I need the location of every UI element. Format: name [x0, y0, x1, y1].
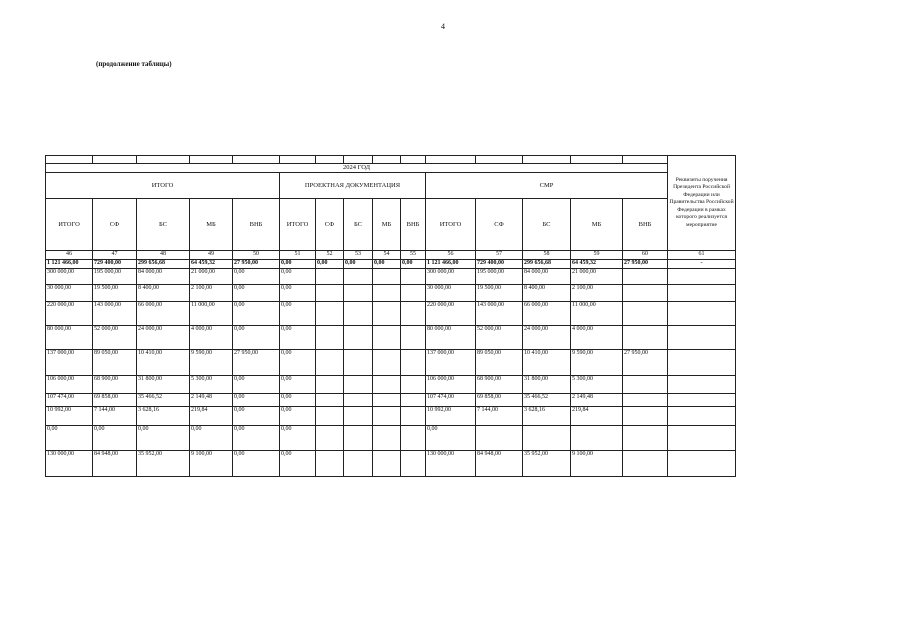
page-number: 4 [441, 22, 445, 31]
table-cell [401, 326, 426, 350]
table-cell [623, 451, 668, 477]
table-cell [401, 407, 426, 426]
table-cell: 0,00 [233, 376, 280, 394]
table-cell [344, 451, 373, 477]
table-cell [401, 302, 426, 326]
table-cell: 30 000,00 [426, 285, 476, 302]
table-cell: 84 948,00 [476, 451, 523, 477]
table-cell: 195 000,00 [476, 269, 523, 285]
table-cell [623, 407, 668, 426]
table-cell: 0,00 [280, 407, 316, 426]
table-cell [401, 376, 426, 394]
table-cell: 0,00 [137, 426, 190, 451]
column-header-row [46, 199, 736, 251]
table-cell: 31 800,00 [523, 376, 571, 394]
table-cell: 220 000,00 [46, 302, 93, 326]
table-cell [623, 269, 668, 285]
table-cell [668, 376, 736, 394]
table-cell: 84 000,00 [137, 269, 190, 285]
table-cell [373, 394, 401, 407]
table-cell: 0,00 [46, 426, 93, 451]
table-cell: 106 000,00 [46, 376, 93, 394]
table-cell: 300 000,00 [426, 269, 476, 285]
table-cell: - [668, 260, 736, 269]
table-row [46, 394, 736, 407]
table-cell [668, 407, 736, 426]
table-cell [523, 426, 571, 451]
column-header: ВНБ [401, 199, 426, 251]
table-cell: 84 000,00 [523, 269, 571, 285]
table-cell: 5 300,00 [571, 376, 623, 394]
column-header: МБ [571, 199, 623, 251]
table-cell [373, 376, 401, 394]
table-cell: 729 400,00 [93, 260, 137, 269]
column-number: 53 [344, 251, 373, 260]
table-cell: 0,00 [280, 376, 316, 394]
table-cell: 7 144,00 [93, 407, 137, 426]
table-cell: 0,00 [344, 260, 373, 269]
column-number: 55 [401, 251, 426, 260]
table-row [46, 426, 736, 451]
column-header: МБ [190, 199, 233, 251]
table-cell: 0,00 [280, 285, 316, 302]
table-cell [401, 350, 426, 376]
table-cell: 69 858,00 [93, 394, 137, 407]
column-header: МБ [373, 199, 401, 251]
table-row [46, 451, 736, 477]
table-cell: 0,00 [316, 260, 344, 269]
column-header: ВНБ [233, 199, 280, 251]
table-cell: 0,00 [280, 260, 316, 269]
table-cell [373, 451, 401, 477]
table-cell [316, 326, 344, 350]
column-number: 61 [668, 251, 736, 260]
table-row [46, 302, 736, 326]
table-cell [668, 394, 736, 407]
table-cell: 89 050,00 [93, 350, 137, 376]
table-cell: 107 474,00 [46, 394, 93, 407]
column-header: БС [137, 199, 190, 251]
column-header: СФ [316, 199, 344, 251]
table-cell [401, 426, 426, 451]
table-cell [571, 426, 623, 451]
column-number: 54 [373, 251, 401, 260]
column-number: 57 [476, 251, 523, 260]
table-cell: 19 500,00 [93, 285, 137, 302]
table-row [46, 407, 736, 426]
column-header: ИТОГО [280, 199, 316, 251]
table-cell: 11 000,00 [190, 302, 233, 326]
group-smr-header: СМР [426, 173, 668, 199]
group-design-header: ПРОЕКТНАЯ ДОКУМЕНТАЦИЯ [280, 173, 426, 199]
table-cell: 80 000,00 [46, 326, 93, 350]
table-cell [344, 326, 373, 350]
table-cell [668, 451, 736, 477]
table-cell: 89 050,00 [476, 350, 523, 376]
table-cell: 27 950,00 [233, 260, 280, 269]
table-cell: 64 459,32 [190, 260, 233, 269]
table-cell [623, 302, 668, 326]
table-cell: 9 100,00 [571, 451, 623, 477]
table-cell: 35 466,52 [137, 394, 190, 407]
table-cell: 2 100,00 [190, 285, 233, 302]
table-cell: 35 952,00 [137, 451, 190, 477]
table-cell [373, 426, 401, 451]
table-cell [476, 426, 523, 451]
table-cell: 219,84 [571, 407, 623, 426]
table-cell: 0,00 [233, 451, 280, 477]
table-cell [344, 407, 373, 426]
column-number: 50 [233, 251, 280, 260]
column-header: БС [344, 199, 373, 251]
table-cell [623, 326, 668, 350]
table-cell: 9 590,00 [190, 350, 233, 376]
table-cell [623, 376, 668, 394]
table-cell: 106 000,00 [426, 376, 476, 394]
table-row [46, 326, 736, 350]
column-header: БС [523, 199, 571, 251]
table-cell: 27 950,00 [233, 350, 280, 376]
column-number: 49 [190, 251, 233, 260]
table-cell: 0,00 [233, 407, 280, 426]
table-cell [316, 285, 344, 302]
table-cell: 0,00 [280, 269, 316, 285]
column-header: ИТОГО [46, 199, 93, 251]
table-cell [373, 285, 401, 302]
table-cell: 68 900,00 [476, 376, 523, 394]
table-cell: 0,00 [426, 426, 476, 451]
table-cell [668, 426, 736, 451]
table-cell: 0,00 [233, 326, 280, 350]
table-cell: 11 000,00 [571, 302, 623, 326]
table-cell [316, 426, 344, 451]
table-cell: 4 000,00 [190, 326, 233, 350]
table-cell: 30 000,00 [46, 285, 93, 302]
table-cell: 4 000,00 [571, 326, 623, 350]
table-cell: 19 500,00 [476, 285, 523, 302]
table-cell: 0,00 [233, 394, 280, 407]
table-cell [344, 394, 373, 407]
table-cell: 9 590,00 [571, 350, 623, 376]
table-cell: 66 000,00 [523, 302, 571, 326]
table-cell [344, 302, 373, 326]
table-cell: 1 121 466,00 [46, 260, 93, 269]
column-number: 51 [280, 251, 316, 260]
table-cell: 10 410,00 [137, 350, 190, 376]
table-cell [316, 394, 344, 407]
table-cell [401, 451, 426, 477]
table-cell [668, 302, 736, 326]
column-header: СФ [93, 199, 137, 251]
note-header: Реквизиты поручения Президента Российской Федерации или Правительства Российской Федерации в рамках которого реализуется мероприятие [668, 156, 736, 251]
table-cell: 299 656,68 [523, 260, 571, 269]
table-row [46, 350, 736, 376]
table-cell: 21 000,00 [571, 269, 623, 285]
table-cell: 10 992,00 [46, 407, 93, 426]
column-header: СФ [476, 199, 523, 251]
table-cell [623, 394, 668, 407]
group-total-header: ИТОГО [46, 173, 280, 199]
column-number: 52 [316, 251, 344, 260]
table-cell: 0,00 [233, 426, 280, 451]
column-number-row [46, 251, 736, 260]
table-cell: 2 149,48 [190, 394, 233, 407]
year-header: 2024 ГОД [46, 164, 668, 173]
table-row [46, 376, 736, 394]
table-row [46, 285, 736, 302]
table-cell: 220 000,00 [426, 302, 476, 326]
table-cell: 0,00 [280, 394, 316, 407]
table-cell: 10 410,00 [523, 350, 571, 376]
table-cell [668, 285, 736, 302]
table-cell [401, 394, 426, 407]
table-cell: 0,00 [280, 350, 316, 376]
table-cell [623, 285, 668, 302]
table-cell: 130 000,00 [46, 451, 93, 477]
table-cell: 143 000,00 [476, 302, 523, 326]
column-header: ИТОГО [426, 199, 476, 251]
table-cell [373, 407, 401, 426]
table-cell [344, 269, 373, 285]
table-cell: 130 000,00 [426, 451, 476, 477]
table-cell: 0,00 [280, 326, 316, 350]
table-cell: 68 900,00 [93, 376, 137, 394]
table-cell: 729 400,00 [476, 260, 523, 269]
table-cell: 52 000,00 [476, 326, 523, 350]
table-cell [344, 350, 373, 376]
table-cell [344, 426, 373, 451]
table-cell [373, 350, 401, 376]
table-cell: 300 000,00 [46, 269, 93, 285]
table-cell: 5 300,00 [190, 376, 233, 394]
table-cell: 137 000,00 [46, 350, 93, 376]
table-cell [344, 376, 373, 394]
table-cell: 0,00 [280, 451, 316, 477]
table-cell: 0,00 [401, 260, 426, 269]
column-number: 59 [571, 251, 623, 260]
table-cell: 84 948,00 [93, 451, 137, 477]
table-cell: 0,00 [373, 260, 401, 269]
table-cell: 8 400,00 [137, 285, 190, 302]
table-cell: 27 950,00 [623, 350, 668, 376]
table-cell: 219,84 [190, 407, 233, 426]
table-cell [623, 426, 668, 451]
table-cell [316, 302, 344, 326]
table-cell: 137 000,00 [426, 350, 476, 376]
column-number: 56 [426, 251, 476, 260]
table-cell: 3 628,16 [523, 407, 571, 426]
table-cell: 0,00 [280, 426, 316, 451]
table-cell: 1 121 466,00 [426, 260, 476, 269]
continuation-label: (продолжение таблицы) [96, 60, 172, 68]
table-cell [344, 285, 373, 302]
table-cell: 2 100,00 [571, 285, 623, 302]
table-cell [373, 326, 401, 350]
table-cell: 143 000,00 [93, 302, 137, 326]
table-cell: 299 656,68 [137, 260, 190, 269]
table-cell [316, 376, 344, 394]
table-row [46, 269, 736, 285]
table-cell: 35 466,52 [523, 394, 571, 407]
table-cell [373, 302, 401, 326]
table-cell [668, 350, 736, 376]
table-cell: 80 000,00 [426, 326, 476, 350]
column-number: 60 [623, 251, 668, 260]
blank-header-row [46, 156, 736, 164]
column-number: 46 [46, 251, 93, 260]
table-cell: 9 100,00 [190, 451, 233, 477]
table-cell: 10 992,00 [426, 407, 476, 426]
table-cell [316, 269, 344, 285]
table-cell: 24 000,00 [523, 326, 571, 350]
table-cell: 0,00 [233, 269, 280, 285]
table-cell: 66 000,00 [137, 302, 190, 326]
table-cell [373, 269, 401, 285]
table-cell: 0,00 [190, 426, 233, 451]
table-cell: 27 950,00 [623, 260, 668, 269]
table-cell: 0,00 [280, 302, 316, 326]
budget-table [45, 155, 736, 477]
table-cell: 52 000,00 [93, 326, 137, 350]
table-cell: 7 144,00 [476, 407, 523, 426]
table-cell: 69 858,00 [476, 394, 523, 407]
table-cell: 8 400,00 [523, 285, 571, 302]
table-cell: 21 000,00 [190, 269, 233, 285]
table-cell: 2 149,48 [571, 394, 623, 407]
table-cell [316, 451, 344, 477]
table-cell [668, 269, 736, 285]
column-number: 48 [137, 251, 190, 260]
table-cell [316, 407, 344, 426]
table-cell: 3 628,16 [137, 407, 190, 426]
table-cell [401, 285, 426, 302]
column-number: 58 [523, 251, 571, 260]
table-cell: 0,00 [233, 302, 280, 326]
table-cell: 24 000,00 [137, 326, 190, 350]
table-cell: 31 800,00 [137, 376, 190, 394]
table-total-row [46, 260, 736, 269]
table-cell: 0,00 [233, 285, 280, 302]
table-cell: 107 474,00 [426, 394, 476, 407]
column-number: 47 [93, 251, 137, 260]
table-cell [401, 269, 426, 285]
table-cell: 0,00 [93, 426, 137, 451]
table-cell [668, 326, 736, 350]
table-cell [316, 350, 344, 376]
column-header: ВНБ [623, 199, 668, 251]
table-cell: 35 952,00 [523, 451, 571, 477]
table-cell: 64 459,32 [571, 260, 623, 269]
table-cell: 195 000,00 [93, 269, 137, 285]
